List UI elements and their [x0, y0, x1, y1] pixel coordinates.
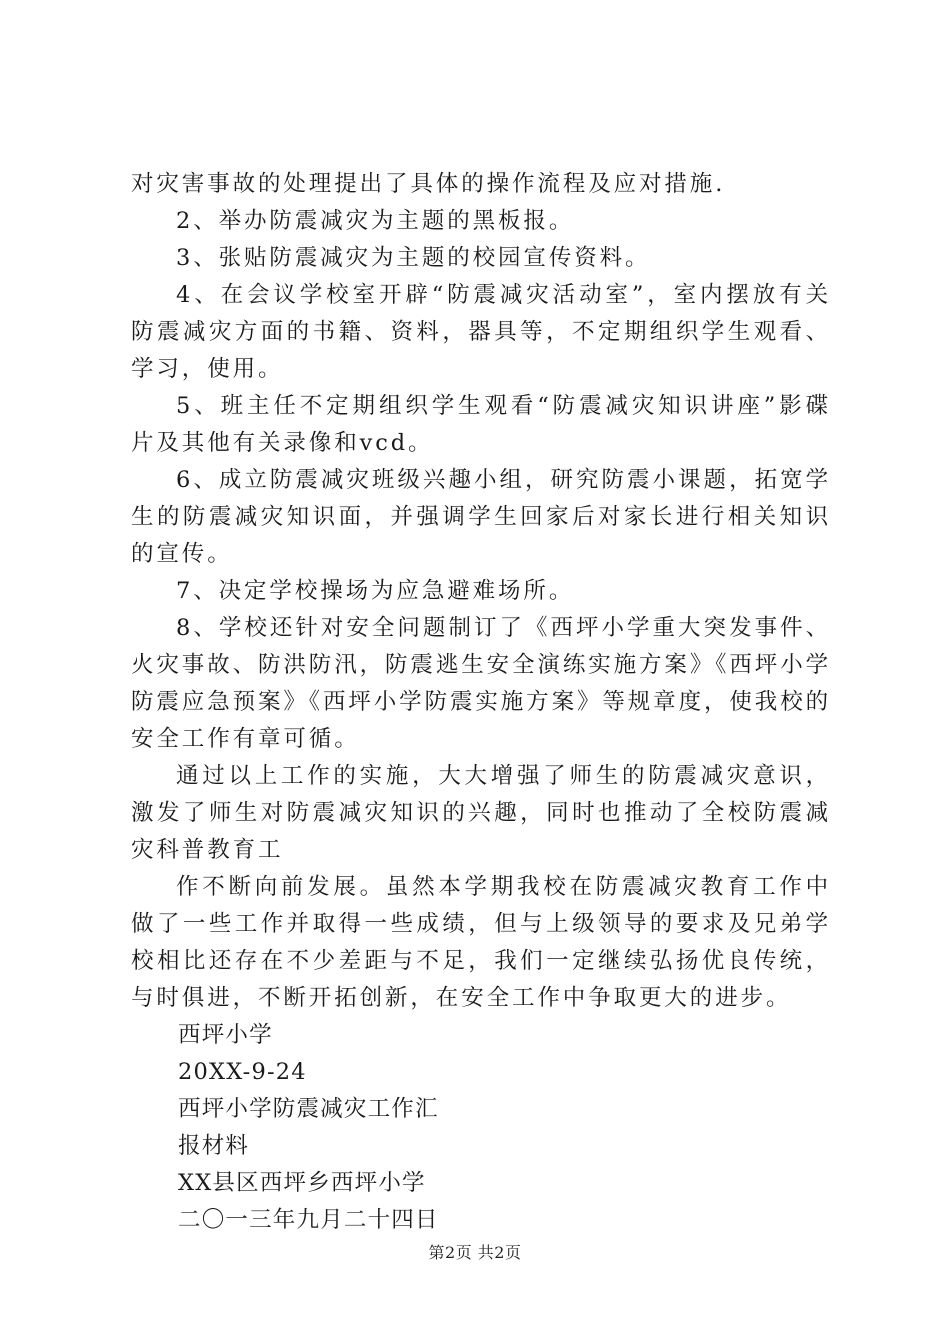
signature-title-line2: 报材料 — [178, 1133, 250, 1159]
paragraph-item-4: 4、在会议学校室开辟“防震减灾活动室”，室内摆放有关防震减灾方面的书籍、资料，器具等，不定期组织学生观看、学习，使用。 — [131, 282, 831, 382]
signature-date: 20XX-9-24 — [178, 1059, 307, 1085]
paragraph-item-6: 6、成立防震减灾班级兴趣小组，研究防震小课题，拓宽学生的防震减灾知识面，并强调学生回家后对家长进行相关知识的宣传。 — [131, 467, 831, 567]
signature-org: XX县区西坪乡西坪小学 — [178, 1170, 426, 1196]
signature-date-cn: 二〇一三年九月二十四日 — [178, 1207, 439, 1233]
paragraph-summary: 通过以上工作的实施，大大增强了师生的防震减灾意识，激发了师生对防震减灾知识的兴趣，同时也推动了全校防震减灾科普教育工 — [131, 763, 831, 863]
document-body — [131, 166, 831, 1239]
page-footer: 第2页 共2页 — [428, 1243, 522, 1262]
paragraph-continuation: 对灾害事故的处理提出了具体的操作流程及应对措施. — [131, 171, 726, 197]
paragraph-conclusion: 作不断向前发展。虽然本学期我校在防震减灾教育工作中做了一些工作并取得一些成绩，但与上级领导的要求及兄弟学校相比还存在不少差距与不足，我们一定继续弘扬优良传统，与时俱进，不断开拓创新，在安全工作中争取更大的进步。 — [131, 874, 831, 1011]
signature-school: 西坪小学 — [178, 1022, 273, 1048]
paragraph-item-8: 8、学校还针对安全问题制订了《西坪小学重大突发事件、火灾事故、防洪防汛，防震逃生安全演练实施方案》《西坪小学防震应急预案》《西坪小学防震实施方案》等规章度，使我校的安全工作有章可循。 — [131, 615, 831, 752]
signature-title-line1: 西坪小学防震减灾工作汇 — [178, 1096, 439, 1122]
paragraph-item-7: 7、决定学校操场为应急避难场所。 — [176, 578, 575, 604]
paragraph-item-2: 2、举办防震减灾为主题的黑板报。 — [176, 208, 575, 234]
paragraph-item-3: 3、张贴防震减灾为主题的校园宣传资料。 — [176, 245, 651, 271]
paragraph-item-5: 5、班主任不定期组织学生观看“防震减灾知识讲座”影碟片及其他有关录像和vcd。 — [131, 393, 831, 456]
